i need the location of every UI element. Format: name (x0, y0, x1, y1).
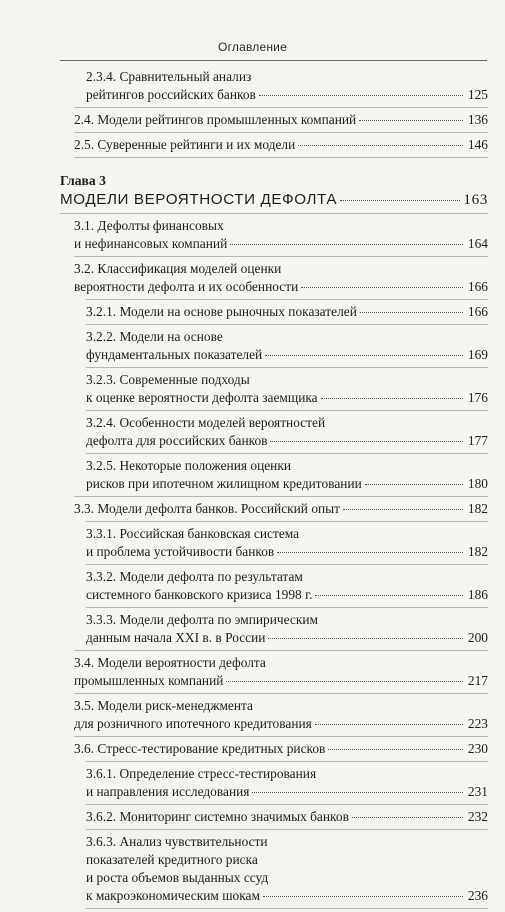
divider (86, 564, 488, 565)
divider (74, 650, 488, 651)
toc-entry[interactable] (60, 654, 488, 690)
divider (86, 804, 488, 805)
toc-page-number: 182 (467, 501, 488, 516)
toc-page-number: 180 (467, 476, 488, 491)
toc-entry[interactable] (60, 697, 488, 733)
toc-entry[interactable] (60, 808, 488, 826)
dot-leader (259, 95, 463, 96)
divider (74, 107, 488, 108)
divider (74, 496, 488, 497)
toc-entry-text: 3.6.3. Анализ чувствительности (86, 834, 268, 849)
toc-entry-text: вероятности дефолта и их особенности (74, 279, 299, 294)
dot-leader (263, 896, 463, 897)
toc-entry-text: 3.3. Модели дефолта банков. Российский опыт (74, 501, 341, 516)
divider (74, 736, 488, 737)
chapter-label: Глава 3 (60, 173, 106, 188)
toc-entry-text: 2.3.4. Сравнительный анализ (86, 69, 252, 84)
toc-entry[interactable] (60, 500, 488, 518)
toc-entry-text: к оценке вероятности дефолта заемщика (86, 390, 318, 405)
toc-page-number: 125 (467, 87, 488, 102)
dot-leader (230, 244, 463, 245)
toc-page-number: 232 (467, 809, 488, 824)
divider (74, 132, 488, 133)
divider (86, 453, 488, 454)
toc-page-number: 182 (467, 544, 488, 559)
dot-leader (365, 484, 463, 485)
dot-leader (343, 509, 463, 510)
dot-leader (226, 681, 463, 682)
toc-entry[interactable] (60, 740, 488, 758)
toc-entry-text: 3.3.1. Российская банковская система (86, 526, 300, 541)
divider (86, 908, 488, 909)
toc-page-number: 166 (467, 279, 488, 294)
toc-entry[interactable] (60, 260, 488, 296)
dot-leader (268, 638, 463, 639)
divider (86, 367, 488, 368)
toc-page-number: 146 (467, 137, 488, 152)
toc-page-number: 176 (467, 390, 488, 405)
toc-entry[interactable] (60, 765, 488, 801)
divider (74, 157, 488, 158)
toc-page-number: 217 (467, 673, 488, 688)
toc-entry-text: дефолта для российских банков (86, 433, 268, 448)
running-head: Оглавление (218, 40, 287, 54)
dot-leader (328, 749, 463, 750)
toc-page-number: 136 (467, 112, 488, 127)
toc-entry-text: системного банковского кризиса 1998 г. (86, 587, 313, 602)
dot-leader (270, 441, 463, 442)
toc-entry-text: 3.2.3. Современные подходы (86, 372, 250, 387)
toc-entry-text: 3.2.5. Некоторые положения оценки (86, 458, 292, 473)
toc-entry-text: 3.2.2. Модели на основе (86, 329, 223, 344)
toc-entry[interactable] (60, 136, 488, 154)
toc-entry-text: 2.5. Суверенные рейтинги и их модели (74, 137, 296, 152)
divider (74, 693, 488, 694)
dot-leader (265, 355, 463, 356)
divider (60, 213, 488, 214)
dot-leader (301, 287, 463, 288)
dot-leader (321, 398, 463, 399)
dot-leader (252, 792, 463, 793)
toc-entry-text: для розничного ипотечного кредитования (74, 716, 312, 731)
dot-leader (340, 200, 460, 201)
toc-page-number: 231 (467, 784, 488, 799)
toc-entry[interactable] (60, 111, 488, 129)
toc-entry-text: 3.6.2. Мониторинг системно значимых банков (86, 809, 349, 824)
toc-entry-text: 3.4. Модели вероятности дефолта (74, 655, 266, 670)
chapter-title-row[interactable] (60, 190, 488, 210)
toc-page-number: 166 (467, 304, 488, 319)
toc-entry-text: 3.5. Модели риск-менеджмента (74, 698, 253, 713)
chapter-title: МОДЕЛИ ВЕРОЯТНОСТИ ДЕФОЛТА (60, 191, 338, 208)
toc-entry-text: данным начала XXI в. в России (86, 630, 266, 645)
toc-entry[interactable] (60, 217, 488, 253)
toc-entry-text: 3.3.3. Модели дефолта по эмпирическим (86, 612, 319, 627)
dot-leader (352, 817, 463, 818)
toc-entry-text: и роста объемов выданных ссуд (86, 870, 269, 885)
toc-entry[interactable] (60, 611, 488, 647)
toc-entry-text: 2.4. Модели рейтингов промышленных компаний (74, 112, 357, 127)
toc-entry-text: 3.6. Стресс-тестирование кредитных рисков (74, 741, 326, 756)
toc-entry-text: и проблема устойчивости банков (86, 544, 275, 559)
toc-entry-text: фундаментальных показателей (86, 347, 263, 362)
dot-leader (315, 595, 463, 596)
toc-page-number: 200 (467, 630, 488, 645)
dot-leader (359, 120, 463, 121)
toc-page-number: 177 (467, 433, 488, 448)
divider (86, 607, 488, 608)
toc-entry-text: 3.2.4. Особенности моделей вероятностей (86, 415, 326, 430)
toc-entry-text: 3.2.1. Модели на основе рыночных показателей (86, 304, 357, 319)
table-of-contents (60, 68, 488, 912)
toc-page-number: 236 (467, 888, 488, 903)
divider (86, 324, 488, 325)
toc-entry[interactable] (60, 525, 488, 561)
dot-leader (298, 145, 463, 146)
toc-entry-text: и нефинансовых компаний (74, 236, 228, 251)
toc-entry-text: промышленных компаний (74, 673, 224, 688)
toc-entry[interactable] (60, 371, 488, 407)
toc-entry-text: и направления исследования (86, 784, 250, 799)
toc-page-number: 230 (467, 741, 488, 756)
header-rule (60, 60, 487, 61)
toc-entry-text: 3.3.2. Модели дефолта по результатам (86, 569, 303, 584)
toc-entry[interactable] (60, 303, 488, 321)
toc-entry[interactable] (60, 833, 488, 905)
divider (86, 829, 488, 830)
toc-page-number: 169 (467, 347, 488, 362)
toc-entry-text: 3.6.1. Определение стресс-тестирования (86, 766, 317, 781)
divider (74, 256, 488, 257)
toc-entry-text: к макроэкономическим шокам (86, 888, 260, 903)
toc-entry[interactable] (60, 68, 488, 104)
toc-entry[interactable] (60, 568, 488, 604)
dot-leader (315, 724, 463, 725)
toc-entry[interactable] (60, 457, 488, 493)
toc-page-number: 186 (467, 587, 488, 602)
divider (86, 521, 488, 522)
divider (86, 410, 488, 411)
dot-leader (277, 552, 463, 553)
toc-entry-text: 3.2. Классификация моделей оценки (74, 261, 282, 276)
divider (86, 299, 488, 300)
toc-entry-text: 3.1. Дефолты финансовых (74, 218, 224, 233)
toc-entry-text: рисков при ипотечном жилищном кредитовании (86, 476, 362, 491)
toc-entry[interactable] (60, 328, 488, 364)
toc-entries-chapter-3 (60, 217, 488, 909)
toc-entry-text: показателей кредитного риска (86, 852, 258, 867)
toc-page-number: 164 (467, 236, 488, 251)
toc-entries-previous-chapter (60, 68, 488, 158)
toc-entry[interactable] (60, 414, 488, 450)
divider (86, 761, 488, 762)
toc-entry-text: рейтингов российских банков (86, 87, 256, 102)
chapter-page-number: 163 (463, 191, 488, 208)
toc-page-number: 223 (467, 716, 488, 731)
dot-leader (360, 312, 463, 313)
